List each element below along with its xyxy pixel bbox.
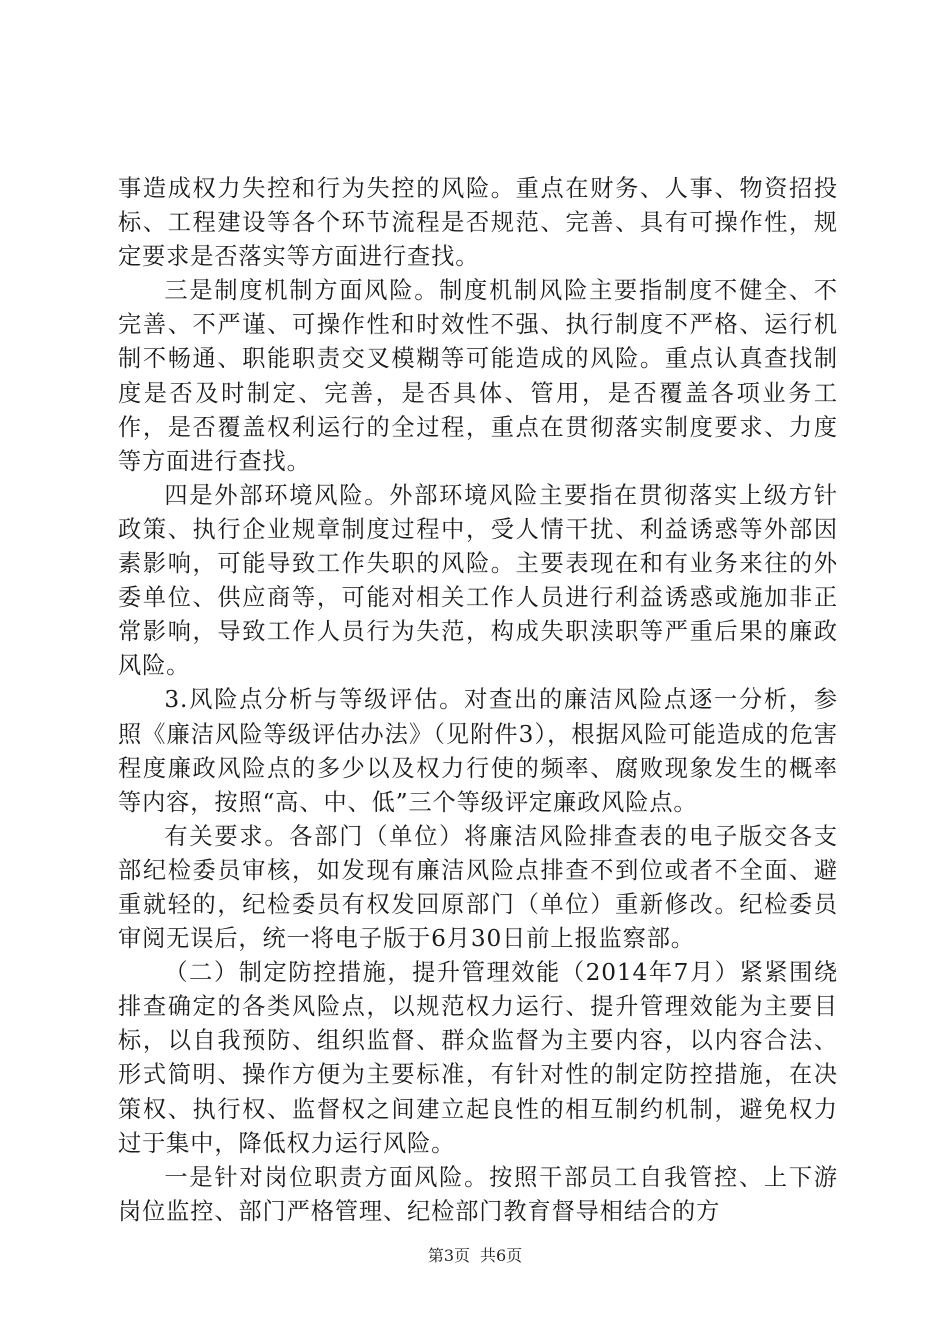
paragraph-7: 一是针对岗位职责方面风险。按照干部员工自我管控、上下游岗位监控、部门严格管理、纪检部门教育督导相结合的方 [118,1163,838,1225]
paragraph-4: 3.风险点分析与等级评估。对查出的廉洁风险点逐一分析，参照《廉洁风险等级评估办法》（见附件3），根据风险可能造成的危害程度廉政风险点的多少以及权力行使的频率、腐败现象发生的概率等内容，按照“高、中、低”三个等级评定廉政风险点。 [118,686,838,816]
page-number: 第3页 [427,1246,470,1265]
paragraph-6: （二）制定防控措施，提升管理效能（2014年7月）紧紧围绕排查确定的各类风险点，以规范权力运行、提升管理效能为主要目标，以自我预防、组织监督、群众监督为主要内容，以内容合法、形式简明、操作方便为主要标准，有针对性的制定防控措施，在决策权、执行权、监督权之间建立起良性的相互制约机制，避免权力过于集中，降低权力运行风险。 [118,959,838,1157]
document-body [118,172,838,1229]
page-footer [0,1245,950,1267]
paragraph-2: 三是制度机制方面风险。制度机制风险主要指制度不健全、不完善、不严谨、可操作性和时效性不强、执行制度不严格、运行机制不畅通、职能职责交叉模糊等可能造成的风险。重点认真查找制度是否及时制定、完善，是否具体、管用，是否覆盖各项业务工作，是否覆盖权利运行的全过程，重点在贯彻落实制度要求、力度等方面进行查找。 [118,277,838,475]
paragraph-1: 事造成权力失控和行为失控的风险。重点在财务、人事、物资招投标、工程建设等各个环节流程是否规范、完善、具有可操作性，规定要求是否落实等方面进行查找。 [118,175,838,271]
paragraph-3: 四是外部环境风险。外部环境风险主要指在贯彻落实上级方针政策、执行企业规章制度过程中，受人情干扰、利益诱惑等外部因素影响，可能导致工作失职的风险。主要表现在和有业务来往的外委单位、供应商等，可能对相关工作人员进行利益诱惑或施加非正常影响，导致工作人员行为失范，构成失职渎职等严重后果的廉政风险。 [118,481,838,680]
total-pages: 共6页 [480,1246,523,1265]
paragraph-5: 有关要求。各部门（单位）将廉洁风险排查表的电子版交各支部纪检委员审核，如发现有廉洁风险点排查不到位或者不全面、避重就轻的，纪检委员有权发回原部门（单位）重新修改。纪检委员审阅无误后，统一将电子版于6月30日前上报监察部。 [118,822,838,953]
